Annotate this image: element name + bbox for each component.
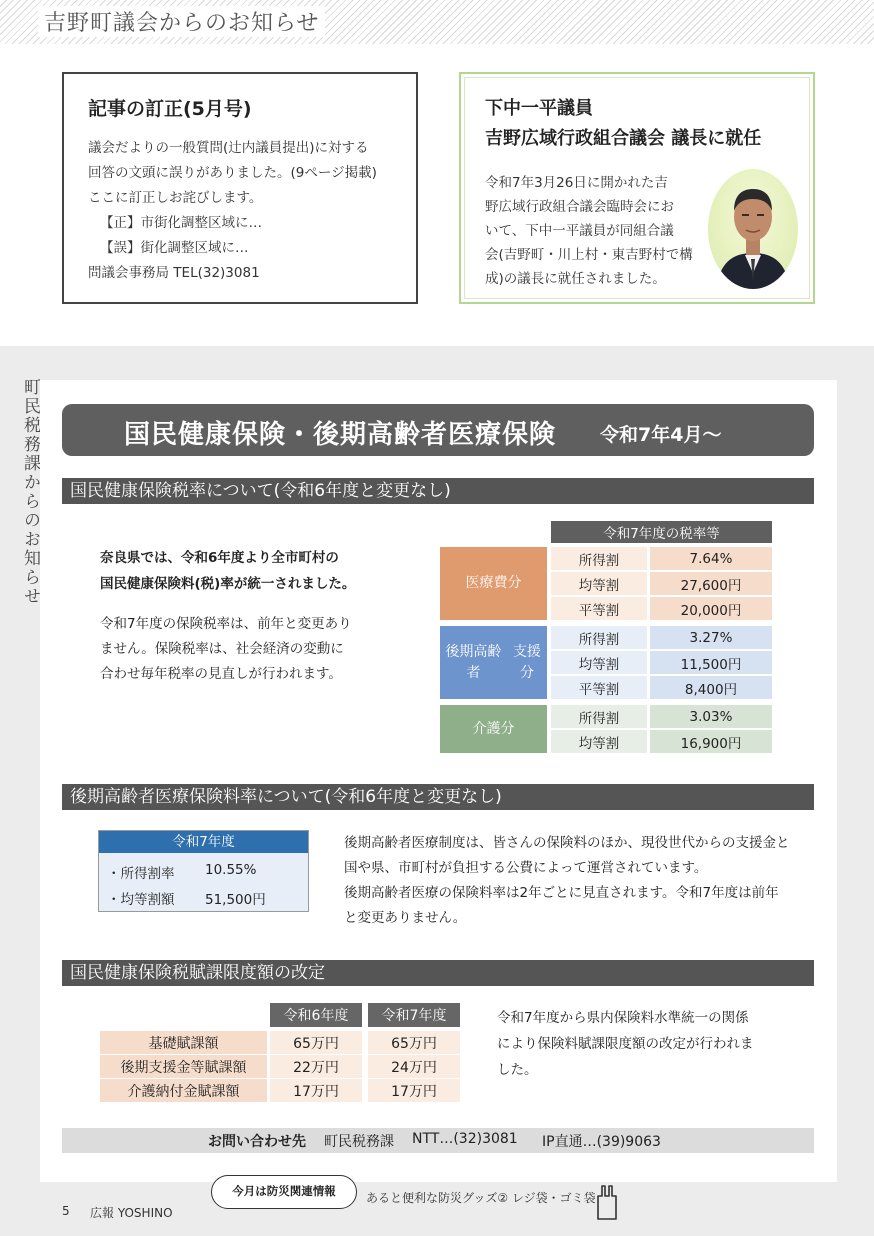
rate-row-value: 20,000円: [650, 597, 772, 620]
rate-group-label-line: 後期高齢者: [445, 643, 502, 681]
correction-contact-line: 問議会事務局 TEL(32)3081: [88, 265, 260, 281]
kouki-row-value: 10.55%: [205, 862, 257, 878]
contact-label: お問い合わせ先: [208, 1134, 306, 1150]
nhi-body-line: ません。保険税率は、社会経済の変動に: [100, 641, 344, 657]
rate-row-label: 均等割: [551, 651, 647, 674]
kouki-row-value: 51,500円: [205, 892, 266, 908]
limit-col-header: 令和6年度: [270, 1003, 362, 1027]
correction-line: 議会だよりの一般質問(辻内議員提出)に対する: [88, 140, 369, 156]
rate-row-label: 均等割: [551, 730, 647, 753]
rate-group-label: [440, 705, 547, 753]
rate-group-label: [440, 547, 547, 620]
header-title: 吉野町議会からのお知らせ: [38, 6, 325, 37]
rate-row-value: 7.64%: [650, 547, 772, 570]
banner-title: 国民健康保険・後期高齢者医療保険: [124, 420, 557, 450]
rate-row-label: 所得割: [551, 626, 647, 649]
rate-group-label: [440, 626, 547, 699]
limit-body-line: 令和7年度から県内保険料水準統一の関係: [497, 1010, 749, 1026]
correction-title: 記事の訂正(5月号): [88, 98, 252, 120]
correction-line: ここに訂正しお詫びします。: [88, 190, 263, 206]
rate-row-value: 27,600円: [650, 572, 772, 595]
correction-notice: [62, 72, 418, 304]
rate-row-value: 11,500円: [650, 651, 772, 674]
appointment-line: いて、下中一平議員が同組合議: [485, 223, 674, 239]
nhi-lead-line: 国民健康保険料(税)率が統一されました。: [100, 576, 356, 592]
limit-row-label: 後期支援金等賦課額: [100, 1055, 267, 1078]
limit-row-value: 17万円: [270, 1079, 362, 1102]
rate-group-label-line: 医療費分: [465, 575, 522, 591]
nhi-body-line: 合わせ毎年税率の見直しが行われます。: [100, 666, 342, 682]
appointment-line: 会(吉野町・川上村・東吉野村で構: [485, 247, 693, 263]
kouki-body-line: 後期高齢者医療の保険料率は2年ごとに見直されます。令和7年度は前年: [344, 885, 779, 901]
banner-subtitle: 令和7年4月〜: [600, 424, 722, 446]
correction-right-line: 【正】市街化調整区域に…: [100, 215, 262, 231]
contact-ntt: NTT…(32)3081: [412, 1131, 518, 1147]
correction-wrong-line: 【誤】街化調整区域に…: [100, 240, 249, 256]
rate-table-header: 令和7年度の税率等: [551, 521, 772, 543]
appointment-line: 成)の議長に就任されました。: [485, 271, 666, 287]
kouki-row-label: ・所得割率: [107, 866, 175, 882]
nhi-lead-line: 奈良県では、令和6年度より全市町村の: [100, 550, 339, 566]
theme-bubble: 今月は防災関連情報: [211, 1175, 357, 1209]
limit-body-line: により保険料賦課限度額の改定が行われま: [497, 1036, 754, 1052]
kouki-body-line: 国や県、市町村が負担する公費によって運営されています。: [344, 860, 708, 876]
rate-row-label: 平等割: [551, 597, 647, 620]
rate-row-label: 所得割: [551, 705, 647, 728]
nhi-body-line: 令和7年度の保険税率は、前年と変更あり: [100, 616, 352, 632]
limit-body-line: した。: [497, 1062, 538, 1078]
councilor-portrait: [708, 169, 798, 289]
limit-row-label: 介護納付金賦課額: [100, 1079, 267, 1102]
rate-row-value: 8,400円: [650, 676, 772, 699]
footer-note: あると便利な防災グッズ② レジ袋・ゴミ袋: [366, 1191, 596, 1205]
contact-bar: [62, 1128, 814, 1153]
page-number: 5: [62, 1204, 70, 1218]
limit-row-value: 65万円: [368, 1031, 460, 1054]
limit-row-value: 17万円: [368, 1079, 460, 1102]
shopping-bag-icon: [595, 1182, 619, 1222]
section-heading-limit: 国民健康保険税賦課限度額の改定: [62, 960, 814, 986]
header-band: [0, 0, 874, 44]
rate-row-value: 3.27%: [650, 626, 772, 649]
rate-row-label: 平等割: [551, 676, 647, 699]
limit-row-value: 24万円: [368, 1055, 460, 1078]
publication-name: 広報 YOSHINO: [90, 1206, 173, 1220]
limit-row-label: 基礎賦課額: [100, 1031, 267, 1054]
rate-row-value: 16,900円: [650, 730, 772, 753]
main-banner: [62, 404, 814, 456]
appointment-line: 野広域行政組合議会臨時会にお: [485, 199, 674, 215]
rate-group-label-line: 介護分: [472, 720, 515, 737]
contact-dept: 町民税務課: [324, 1134, 394, 1150]
section-heading-nhi-rates: 国民健康保険税率について(令和6年度と変更なし): [62, 478, 814, 504]
kouki-box-header: 令和7年度: [99, 831, 308, 853]
kouki-body-line: 後期高齢者医療制度は、皆さんの保険料のほか、現役世代からの支援金と: [344, 835, 790, 851]
rate-row-label: 所得割: [551, 547, 647, 570]
correction-line: 回答の文頭に誤りがありました。(9ページ掲載): [88, 165, 377, 181]
appointment-title: 下中一平議員: [485, 98, 593, 119]
limit-row-value: 65万円: [270, 1031, 362, 1054]
side-title: 町民税務課からのお知らせ: [20, 378, 40, 606]
rate-group-label-line: 支援分: [512, 643, 541, 681]
appointment-title: 吉野広域行政組合議会 議長に就任: [485, 128, 762, 149]
kouki-body-line: と変更ありません。: [344, 910, 467, 926]
kouki-rate-box: [98, 830, 309, 912]
limit-row-value: 22万円: [270, 1055, 362, 1078]
rate-row-label: 均等割: [551, 572, 647, 595]
appointment-line: 令和7年3月26日に開かれた吉: [485, 175, 668, 191]
appointment-notice: [459, 72, 815, 304]
contact-ip: IP直通…(39)9063: [542, 1134, 661, 1150]
kouki-row-label: ・均等割額: [107, 892, 175, 908]
section-heading-kouki-rates: 後期高齢者医療保険料率について(令和6年度と変更なし): [62, 784, 814, 810]
portrait-image: [708, 169, 798, 289]
rate-row-value: 3.03%: [650, 705, 772, 728]
limit-col-header: 令和7年度: [368, 1003, 460, 1027]
